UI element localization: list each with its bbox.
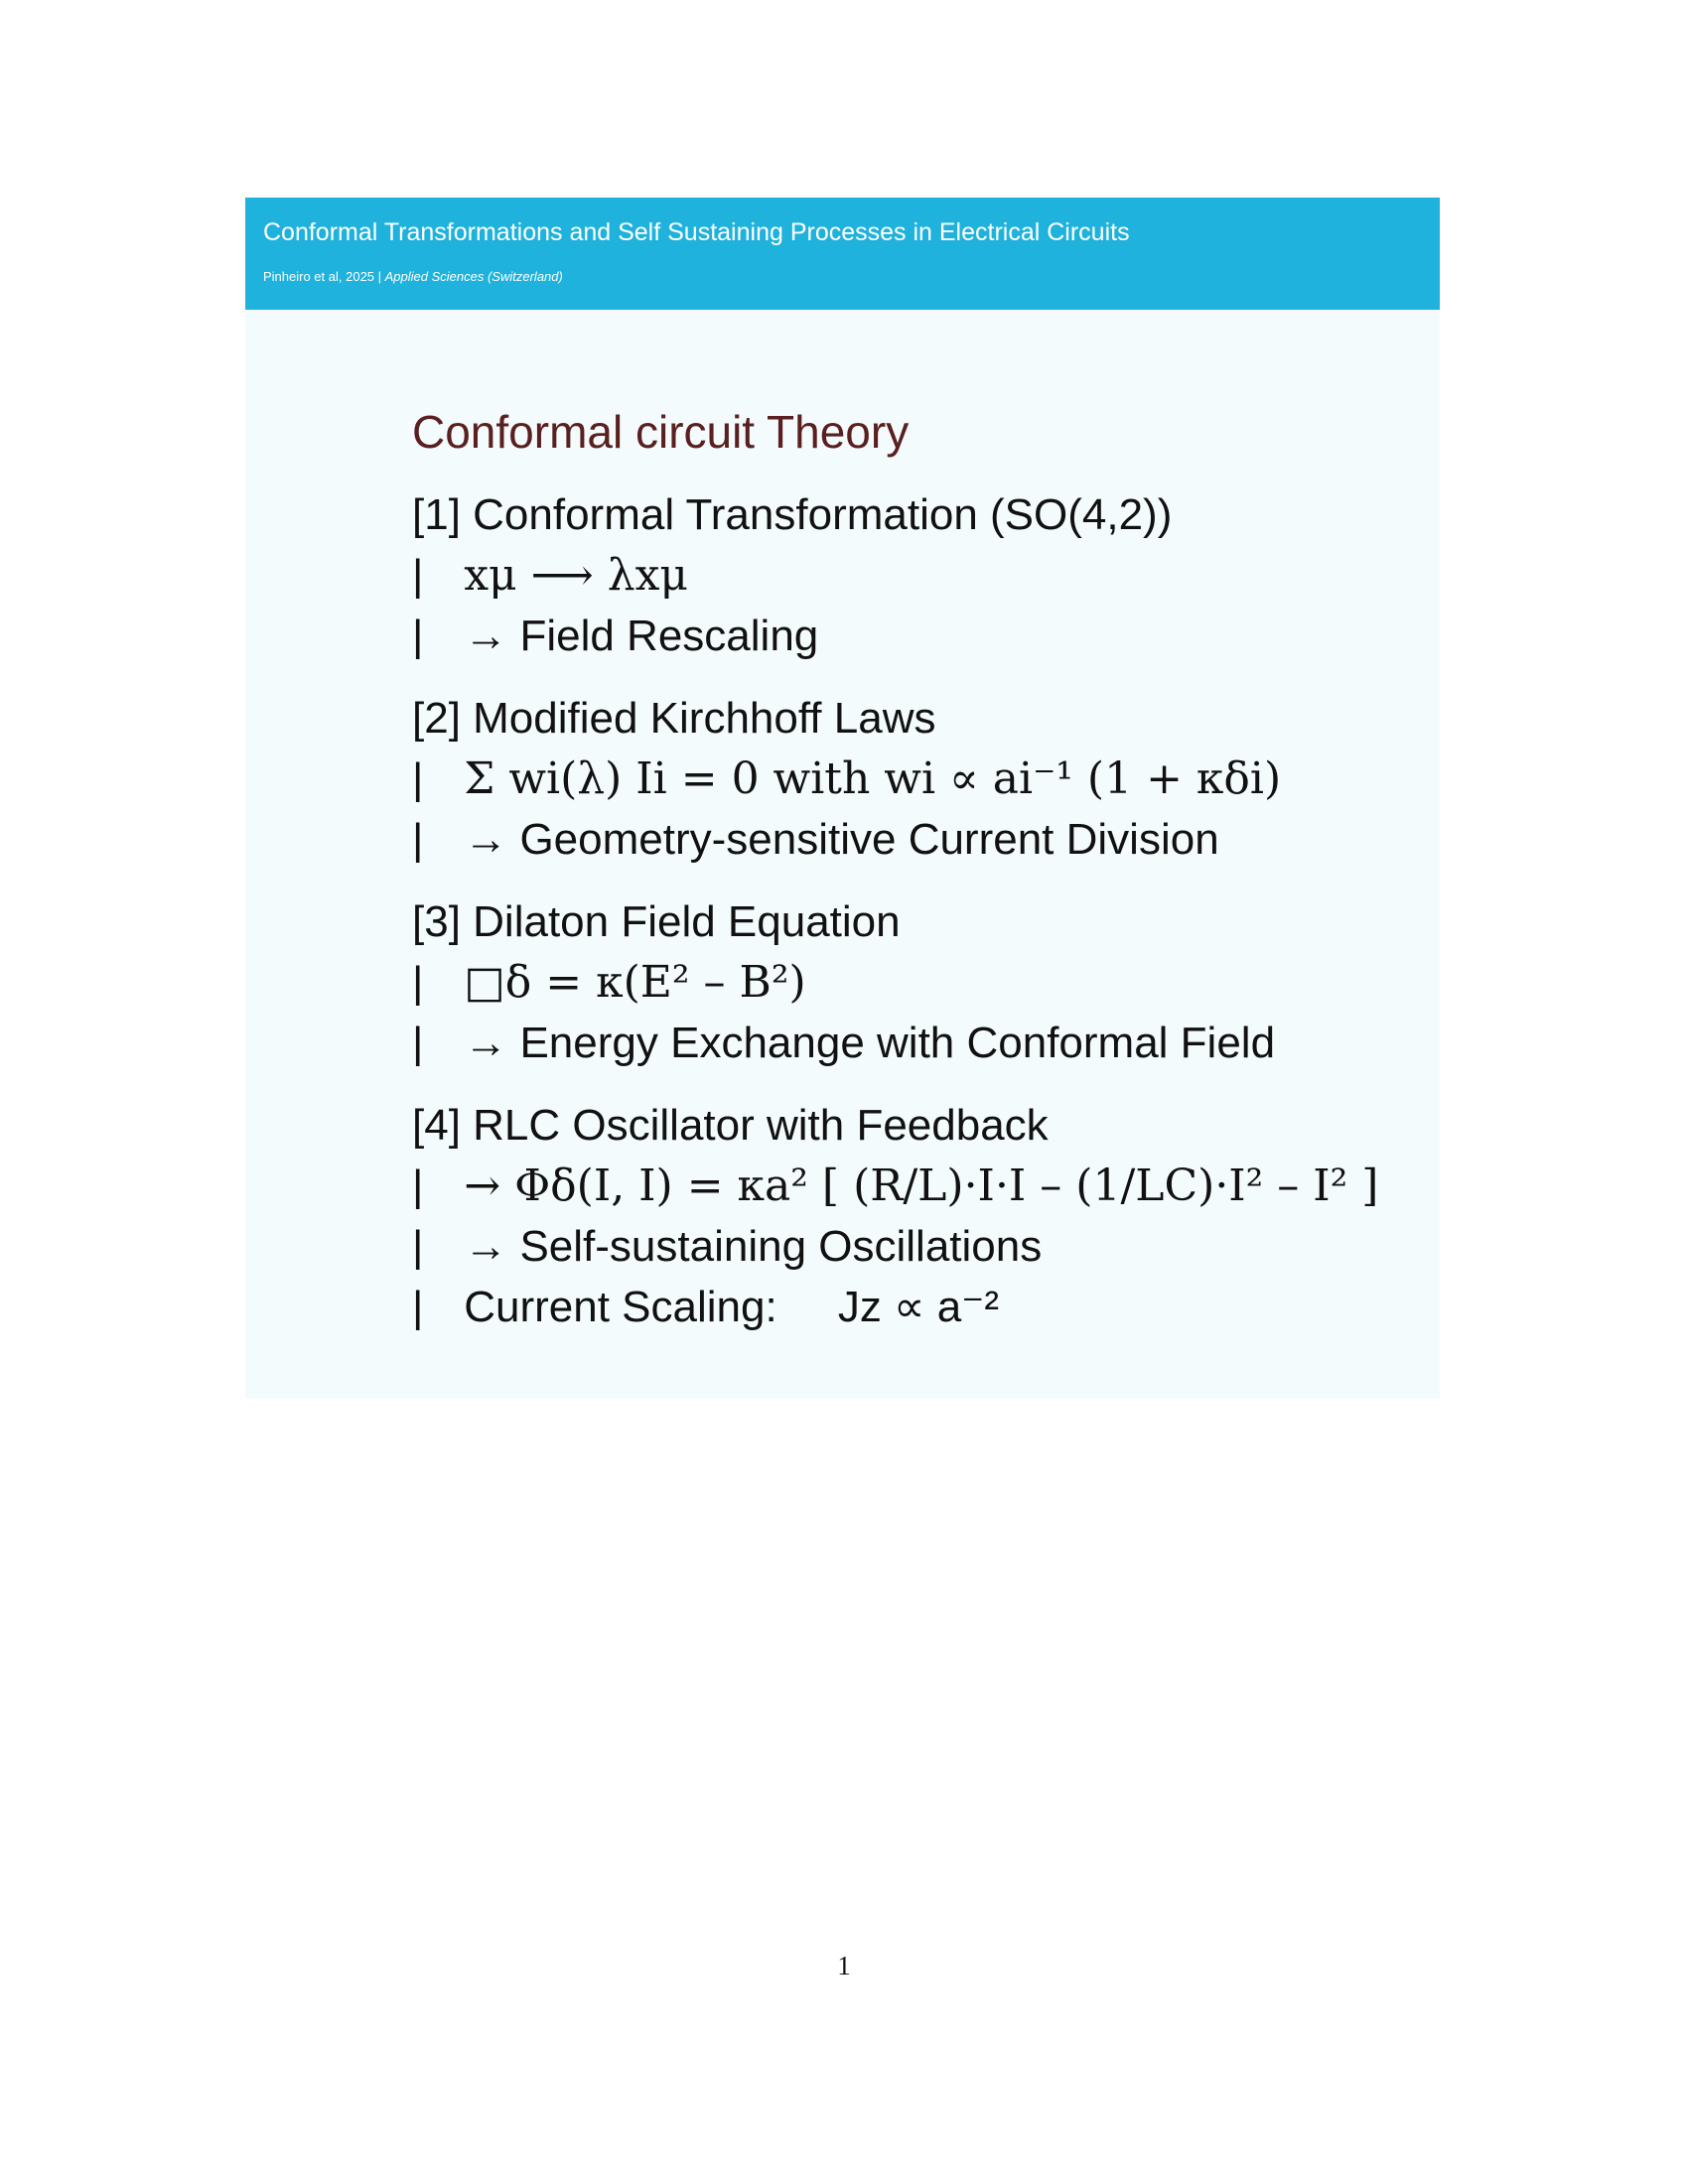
bar-glyph: | <box>412 814 424 864</box>
section-4-result <box>412 1216 1425 1277</box>
citation-journal: Applied Sciences (Switzerland) <box>384 269 563 284</box>
header-banner <box>245 198 1440 310</box>
section-2-result <box>412 809 1425 870</box>
section-2-formula-text: Σ wi(λ) Ii = 0 with wi ∝ ai⁻¹ (1 + κδi) <box>464 752 1282 804</box>
section-4-result-text: → Self-sustaining Oscillations <box>464 1221 1043 1271</box>
section-3-result-text: → Energy Exchange with Conformal Field <box>464 1018 1276 1067</box>
section-3-heading: [3] Dilaton Field Equation <box>412 896 901 946</box>
section-1 <box>412 484 1425 666</box>
section-3 <box>412 891 1425 1073</box>
bar-glyph: | <box>412 1160 424 1210</box>
section-4-formula-text: → Φδ(I, I) = κa² [ (R/L)·I·I – (1/LC)·I² – I² ] <box>464 1160 1379 1211</box>
bar-glyph: | <box>412 957 424 1007</box>
bar-glyph: | <box>412 1018 424 1067</box>
section-4-heading: [4] RLC Oscillator with Feedback <box>412 1100 1049 1150</box>
section-2-result-text: → Geometry-sensitive Current Division <box>464 814 1219 864</box>
bar-glyph: | <box>412 611 424 660</box>
bar-glyph: | <box>412 1282 424 1331</box>
theory-content <box>412 406 1425 1359</box>
section-1-heading: [1] Conformal Transformation (SO(4,2)) <box>412 489 1173 539</box>
bar-glyph: | <box>412 1221 424 1271</box>
slide <box>245 198 1440 1399</box>
section-1-formula-text: xμ ⟶ λxμ <box>464 549 688 601</box>
section-3-result <box>412 1013 1425 1073</box>
bar-glyph: | <box>412 753 424 803</box>
section-1-result-text: → Field Rescaling <box>464 611 819 660</box>
section-3-formula <box>412 952 1425 1013</box>
section-2-heading: [2] Modified Kirchhoff Laws <box>412 693 936 743</box>
header-citation <box>263 269 563 284</box>
citation-authors: Pinheiro et al, 2025 | <box>263 269 382 284</box>
section-3-formula-text: □δ = κ(E² – B²) <box>464 956 806 1008</box>
section-1-formula <box>412 545 1425 606</box>
section-2 <box>412 688 1425 870</box>
section-4-extra <box>412 1277 1425 1337</box>
section-2-formula <box>412 749 1425 809</box>
section-4 <box>412 1095 1425 1337</box>
bar-glyph: | <box>412 550 424 600</box>
theory-title: Conformal circuit Theory <box>412 406 910 458</box>
section-4-formula <box>412 1156 1425 1216</box>
section-1-result <box>412 606 1425 666</box>
header-title: Conformal Transformations and Self Sustaining Processes in Electrical Circuits <box>263 218 1130 246</box>
section-4-extra-text: Current Scaling: Jz ∝ a⁻² <box>464 1282 1000 1331</box>
page-number: 1 <box>837 1951 851 1980</box>
